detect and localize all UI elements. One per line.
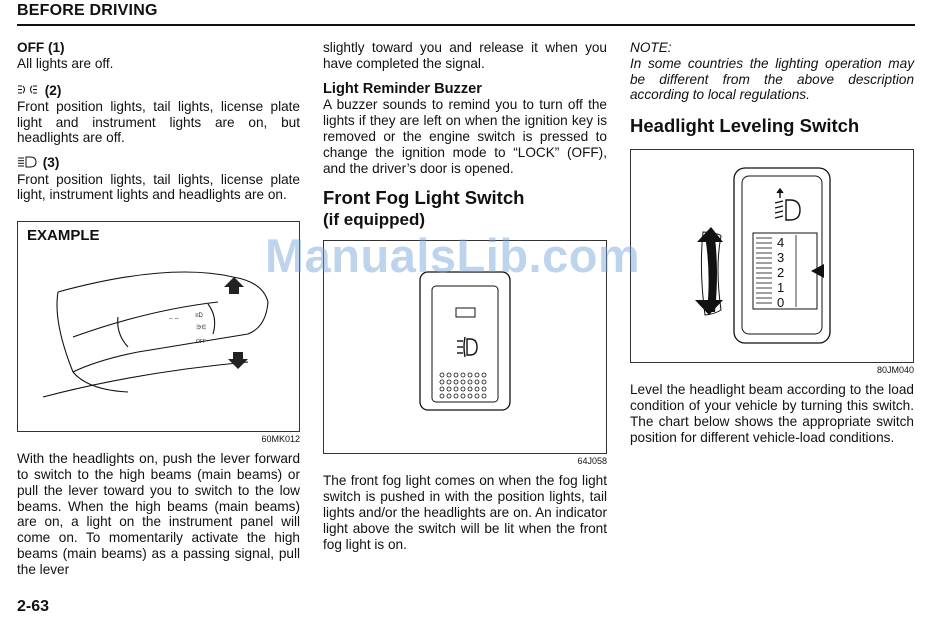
dial-number-1: 1	[777, 280, 785, 296]
page-header: BEFORE DRIVING	[17, 2, 158, 19]
svg-text:≡D: ≡D	[195, 313, 203, 320]
dial-number-0: 0	[777, 295, 785, 311]
lever-figure	[17, 221, 300, 432]
continued-text: slightly toward you and release it when you have completed the signal.	[323, 40, 607, 71]
off-label: OFF (1)	[17, 40, 65, 55]
buzzer-text: A buzzer sounds to remind you to turn off the lights if they are left on when the ignition key is removed or the engine switch is pressed to change the ignition mode to “LOCK” (OFF), and the driver’s door is opened.	[323, 97, 607, 176]
down-arrow-icon	[228, 352, 248, 369]
note-text: In some countries the lighting operation may be different from the above description according to local regulations.	[630, 55, 914, 103]
dial-number-4: 4	[777, 235, 785, 251]
dot-grid	[440, 373, 486, 398]
figure-title: EXAMPLE	[27, 227, 100, 245]
position-2-label-row	[17, 83, 300, 99]
position-2-label: (2)	[44, 82, 62, 98]
column-3	[630, 40, 914, 445]
dial-number-3: 3	[777, 250, 785, 266]
indicator-light	[456, 308, 475, 317]
note-label: NOTE:	[630, 40, 672, 55]
position-2-text: Front position lights, tail lights, license plate light and instrument lights are on, but headlights are off.	[17, 98, 300, 146]
dial-number-2: 2	[777, 265, 785, 281]
column-1	[17, 40, 300, 578]
figure-code-2: 64J058	[577, 456, 607, 467]
figure-code-3: 80JM040	[876, 365, 914, 376]
dial-numbers	[777, 235, 784, 310]
leveling-heading: Headlight Leveling Switch	[630, 115, 860, 137]
watermark: ManualsLib.com	[265, 229, 641, 282]
page-number: 2-63	[17, 598, 50, 615]
position-3-label-row	[17, 155, 300, 171]
turn-arrow-icon	[695, 227, 723, 315]
fog-light-icon	[457, 337, 477, 357]
off-text: All lights are off.	[17, 55, 114, 71]
buzzer-heading: Light Reminder Buzzer	[323, 80, 482, 97]
svg-text:⇔⇔: ⇔⇔	[168, 316, 180, 323]
headlight-icon	[17, 156, 39, 172]
position-3-text: Front position lights, tail lights, license plate light, instrument lights and headlights are on.	[17, 171, 300, 203]
leveling-switch-figure	[630, 149, 914, 363]
figure-off-text: OFF	[196, 339, 206, 346]
position-lights-icon	[17, 83, 41, 99]
leveling-text: Level the headlight beam according to the load condition of your vehicle by turning this switch. The chart below shows the appropriate switch position for different vehicle-load conditions.	[630, 382, 914, 445]
fog-heading: Front Fog Light Switch	[323, 187, 525, 209]
fog-subheading: (if equipped)	[323, 210, 425, 230]
column-2	[323, 40, 607, 552]
lever-illustration	[18, 222, 299, 431]
up-arrow-icon	[224, 277, 244, 294]
col1-body: With the headlights on, push the lever forward to switch to the high beams (main beams) or pull the lever toward you to switch to the low beams. When the high beams (main beams) are on, a light on the instrument panel will come on. To momentarily activate the high beams (main beams) as a passing signal, pull the lever	[17, 451, 300, 577]
svg-text:∋∈: ∋∈	[196, 325, 207, 332]
position-3-label: (3)	[42, 155, 60, 171]
fog-text: The front fog light comes on when the fog light switch is pushed in with the position lights, tail lights and/or the headlights are on. An indicator light above the switch will be lit when the front fog light is on.	[323, 473, 607, 552]
headlight-level-icon	[775, 189, 800, 220]
header-divider	[17, 24, 915, 26]
figure-code-1: 60MK012	[261, 434, 300, 445]
leveling-switch-illustration	[631, 150, 913, 362]
